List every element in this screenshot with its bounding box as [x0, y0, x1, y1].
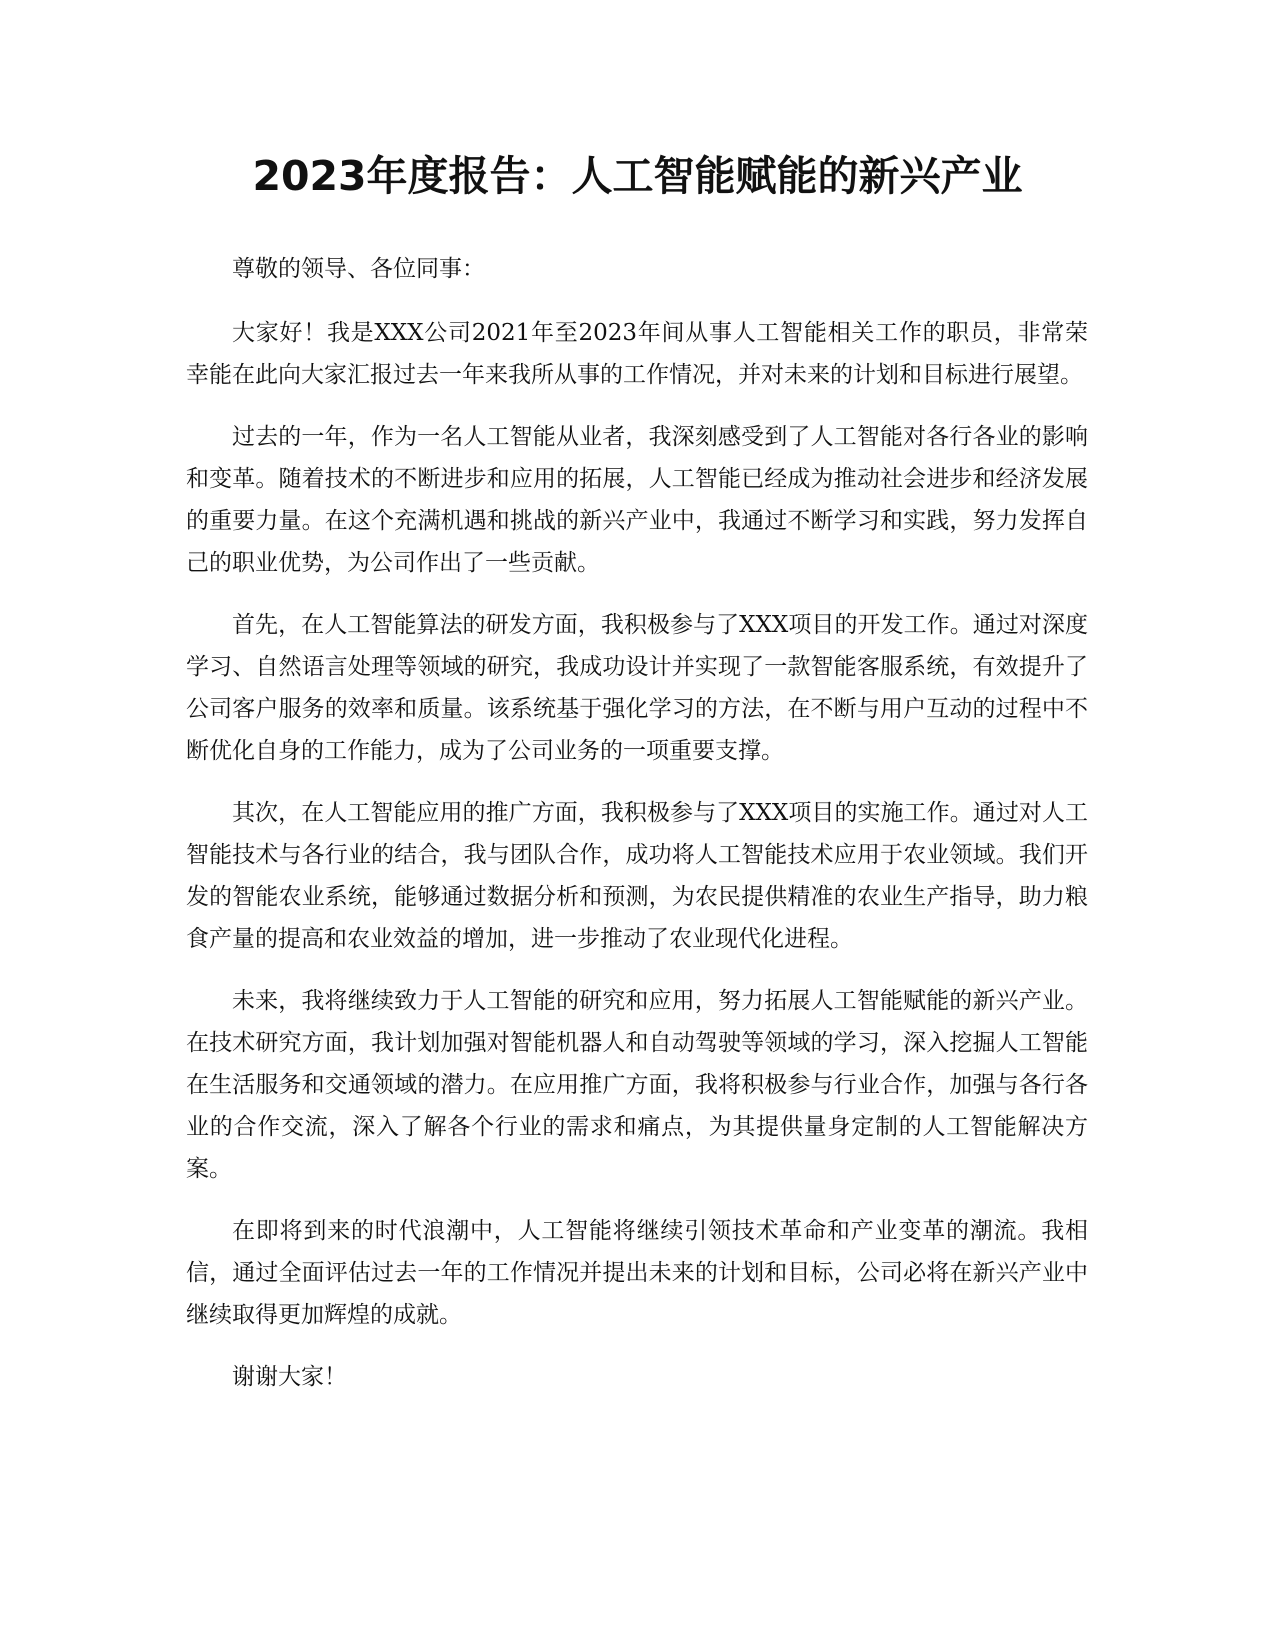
paragraph-application: 其次，在人工智能应用的推广方面，我积极参与了XXX项目的实施工作。通过对人工智能技术与各行业的结合，我与团队合作，成功将人工智能技术应用于农业领域。我们开发的智能农业系统，能够通过数据分析和预测，为农民提供精准的农业生产指导，助力粮食产量的提高和农业效益的增加，进一步推动了农业现代化进程。 — [186, 800, 1088, 952]
paragraph-future: 未来，我将继续致力于人工智能的研究和应用，努力拓展人工智能赋能的新兴产业。在技术研究方面，我计划加强对智能机器人和自动驾驶等领域的学习，深入挖掘人工智能在生活服务和交通领域的潜力。在应用推广方面，我将积极参与行业合作，加强与各行各业的合作交流，深入了解各个行业的需求和痛点，为其提供量身定制的人工智能解决方案。 — [186, 988, 1088, 1182]
document-body — [186, 248, 1088, 1420]
paragraph-algorithm-rd: 首先，在人工智能算法的研发方面，我积极参与了XXX项目的开发工作。通过对深度学习、自然语言处理等领域的研究，我成功设计并实现了一款智能客服系统，有效提升了公司客户服务的效率和质量。该系统基于强化学习的方法，在不断与用户互动的过程中不断优化自身的工作能力，成为了公司业务的一项重要支撑。 — [186, 612, 1088, 764]
paragraph-past-year: 过去的一年，作为一名人工智能从业者，我深刻感受到了人工智能对各行各业的影响和变革。随着技术的不断进步和应用的拓展，人工智能已经成为推动社会进步和经济发展的重要力量。在这个充满机遇和挑战的新兴产业中，我通过不断学习和实践，努力发挥自己的职业优势，为公司作出了一些贡献。 — [186, 424, 1088, 576]
salutation: 尊敬的领导、各位同事： — [232, 256, 485, 282]
paragraph-outlook: 在即将到来的时代浪潮中，人工智能将继续引领技术革命和产业变革的潮流。我相信，通过全面评估过去一年的工作情况并提出未来的计划和目标，公司必将在新兴产业中继续取得更加辉煌的成就。 — [186, 1218, 1088, 1328]
closing: 谢谢大家！ — [232, 1364, 347, 1390]
page-title: 2023年度报告：人工智能赋能的新兴产业 — [252, 152, 1023, 200]
paragraph-intro: 大家好！我是XXX公司2021年至2023年间从事人工智能相关工作的职员，非常荣幸能在此向大家汇报过去一年来我所从事的工作情况，并对未来的计划和目标进行展望。 — [186, 320, 1088, 388]
